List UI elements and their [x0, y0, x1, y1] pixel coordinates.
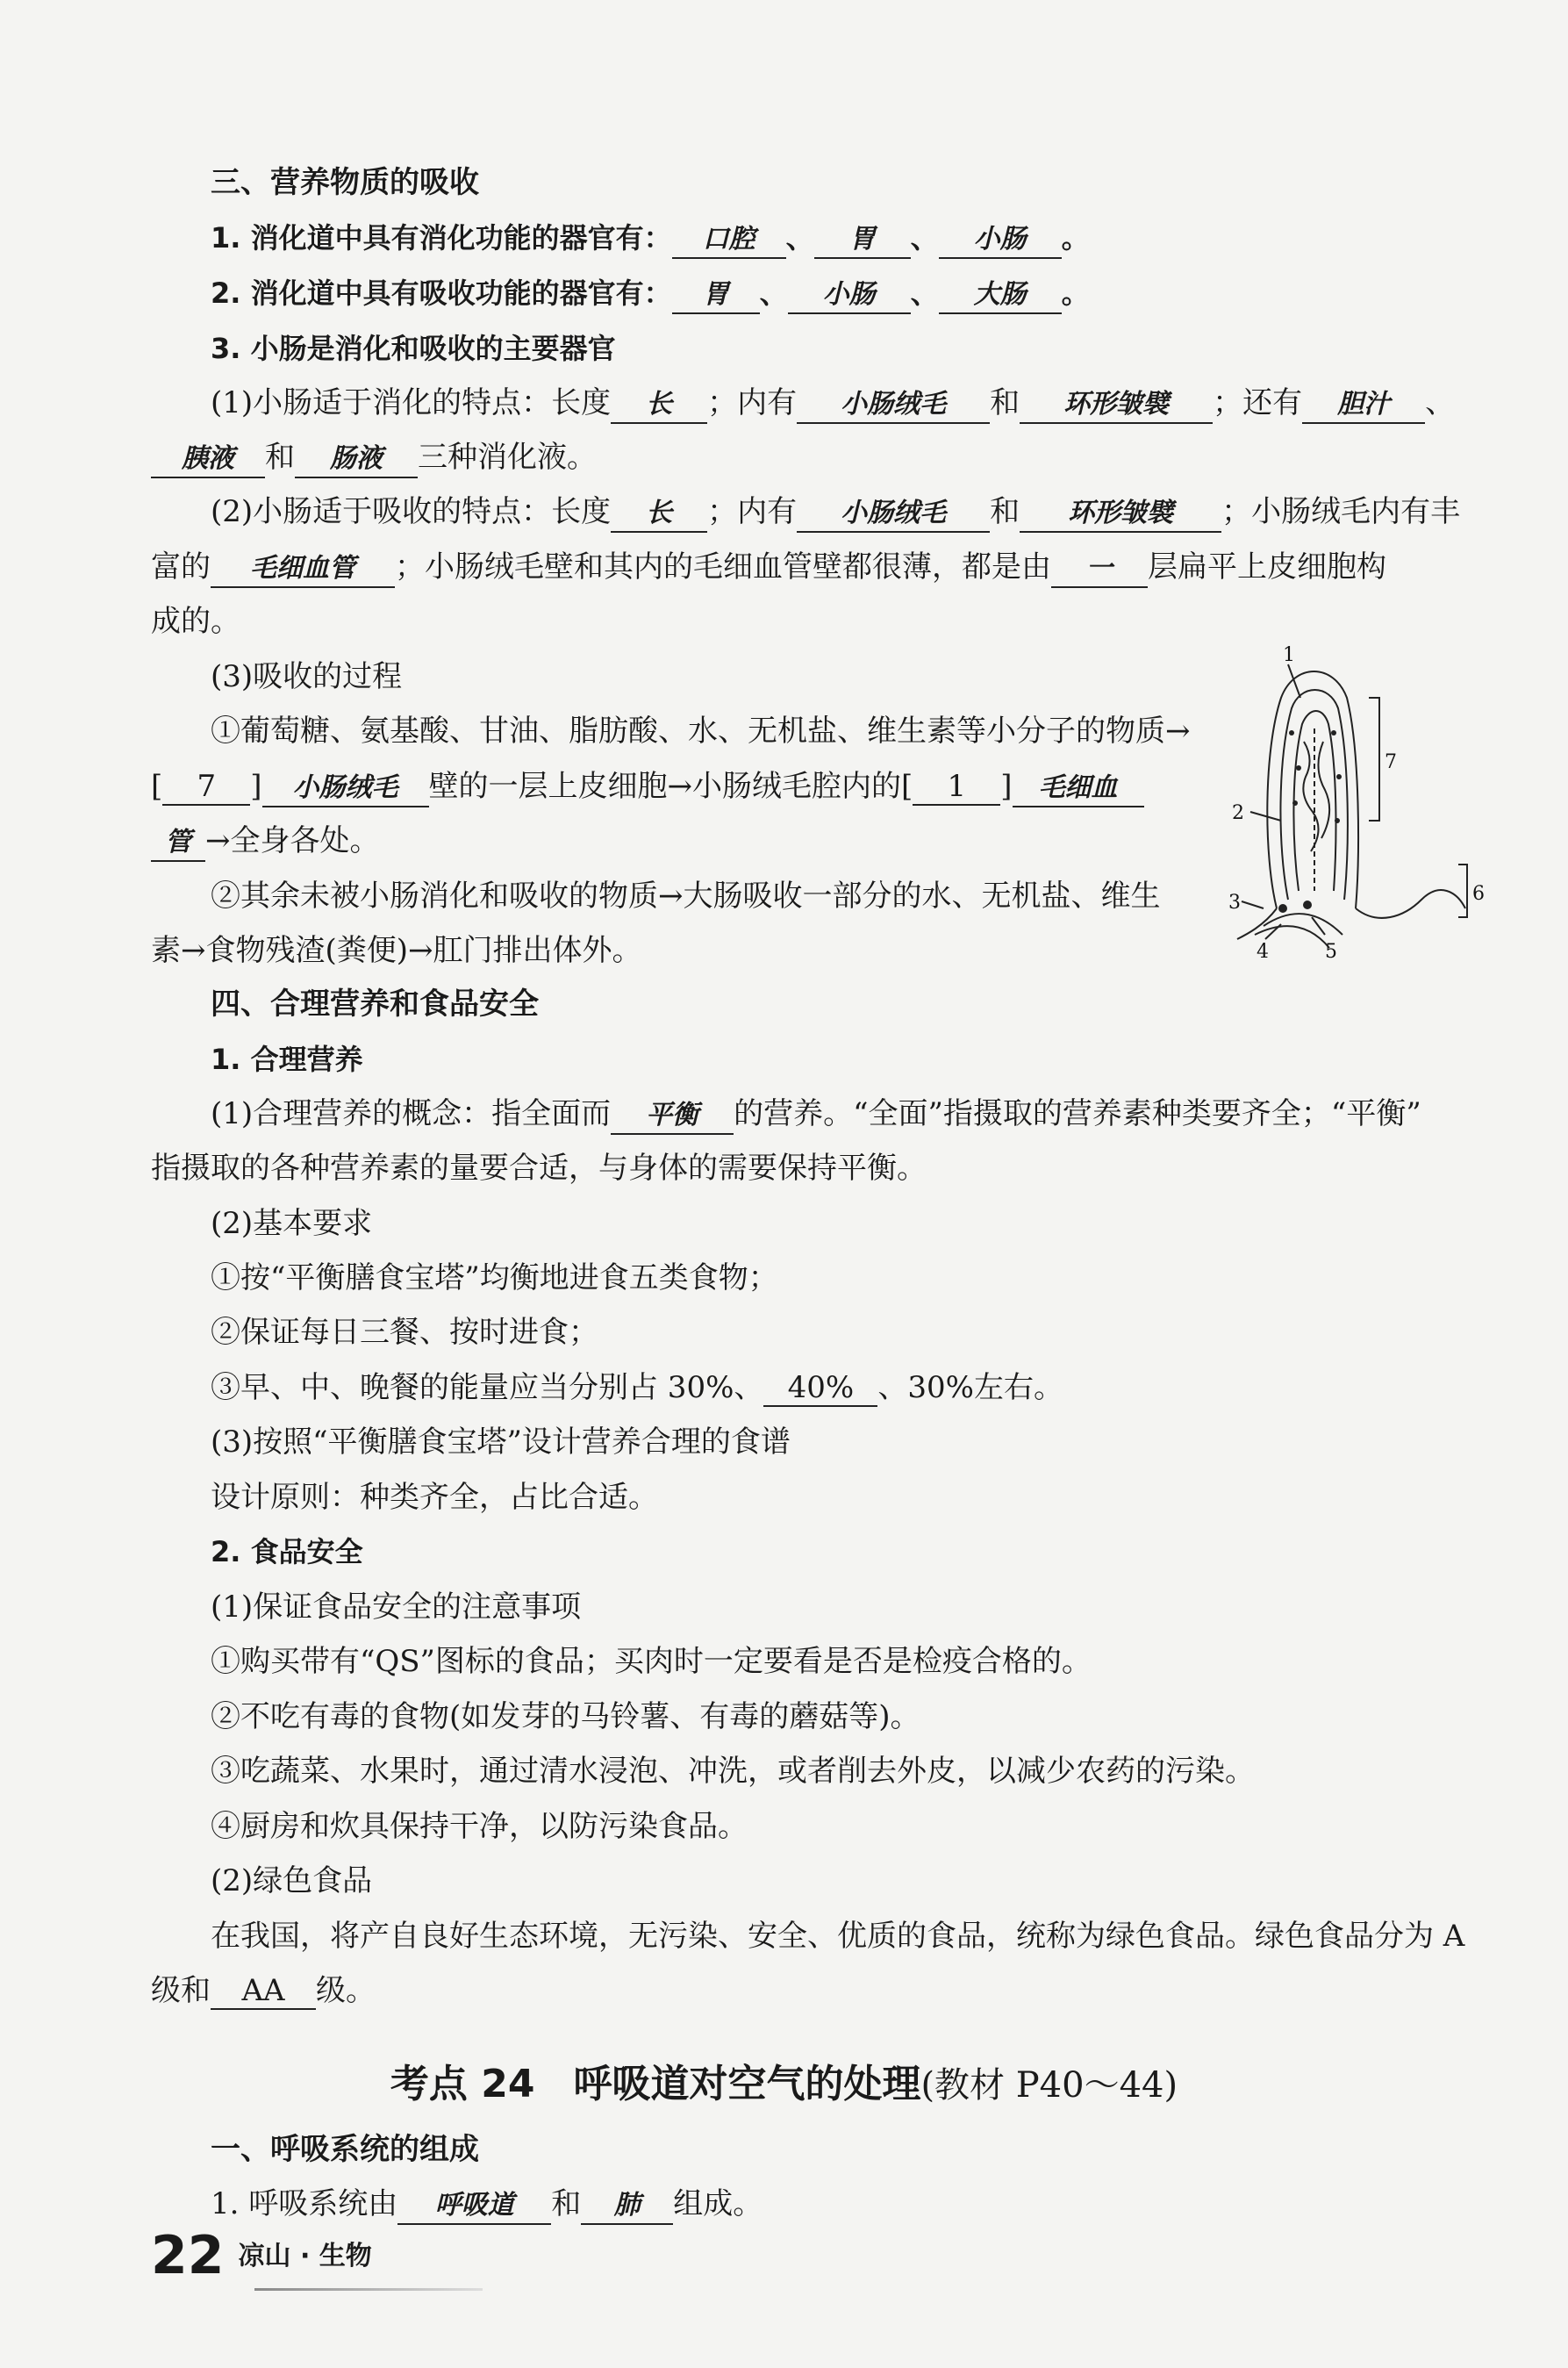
- answer-blank: 小肠绒毛: [797, 496, 990, 533]
- figure-label-5: 5: [1325, 941, 1337, 961]
- absorption-features-line3: 成的。: [151, 604, 240, 639]
- answer-blank: 大肠: [939, 277, 1062, 314]
- answer-blank: 毛细血: [1013, 771, 1144, 807]
- subsection-title: 2. 食品安全: [211, 1535, 363, 1568]
- respiratory-question-1: 1. 呼吸系统由 呼吸道 和 肺 组成。: [211, 2185, 763, 2225]
- question-2: 2. 消化道中具有吸收功能的器官有： 胃 、 小肠 、 大肠 。: [211, 275, 1090, 314]
- answer-blank: 口腔: [672, 222, 786, 259]
- answer-blank: 40%: [763, 1370, 877, 1407]
- food-safety-title: (1)保证食品安全的注意事项: [211, 1589, 582, 1625]
- page-number: 22: [151, 2225, 225, 2286]
- nutrition-concept-line1: (1)合理营养的概念：指全面而 平衡 的营养。“全面”指摄取的营养素种类要齐全；“平衡”: [211, 1095, 1421, 1135]
- answer-blank: AA: [211, 1973, 316, 2010]
- absorption-features-line2: 富的 毛细血管 ；小肠绒毛壁和其内的毛细血管壁都很薄，都是由 一 层扁平上皮细胞构: [151, 549, 1386, 588]
- answer-blank: 1: [913, 769, 1000, 806]
- figure-label-1: 1: [1283, 645, 1295, 666]
- question-1: 1. 消化道中具有消化功能的器官有： 口腔 、 胃 、 小肠 。: [211, 219, 1090, 259]
- answer-blank: 环形皱襞: [1020, 387, 1213, 424]
- answer-blank: 一: [1051, 551, 1148, 588]
- section-heading: 三、营养物质的吸收: [211, 165, 479, 200]
- answer-blank: 管: [151, 825, 205, 862]
- answer-blank: 胆汁: [1302, 387, 1425, 424]
- answer-blank: 小肠绒毛: [262, 771, 429, 807]
- page-footer: [151, 2225, 372, 2286]
- food-safety-item-2: ②不吃有毒的食物(如发芽的马铃薯、有毒的蘑菇等)。: [211, 1699, 920, 1734]
- footer-divider: [254, 2288, 483, 2291]
- footer-label: 凉山 · 生物: [238, 2241, 372, 2271]
- requirement-3: ③早、中、晚餐的能量应当分别占 30%、 40% 、30%左右。: [211, 1370, 1063, 1405]
- absorption-process-line1: ①葡萄糖、氨基酸、甘油、脂肪酸、水、无机盐、维生素等小分子的物质→: [211, 714, 1191, 749]
- design-principle: 设计原则：种类齐全，占比合适。: [211, 1480, 658, 1515]
- answer-blank: 肺: [581, 2188, 673, 2225]
- answer-blank: 肠液: [295, 441, 418, 478]
- section-heading: 四、合理营养和食品安全: [211, 987, 539, 1022]
- answer-blank: 胰液: [151, 441, 265, 478]
- absorption-process-line2: [ 7 ] 小肠绒毛 壁的一层上皮细胞→小肠绒毛腔内的[ 1 ] 毛细血: [151, 768, 1144, 807]
- green-food-title: (2)绿色食品: [211, 1863, 373, 1898]
- green-food-line2: 级和 AA 级。: [151, 1973, 376, 2008]
- figure-label-7: 7: [1385, 751, 1397, 773]
- absorption-process-line5: 素→食物残渣(粪便)→肛门排出体外。: [151, 933, 642, 968]
- question-3-title: 3. 小肠是消化和吸收的主要器官: [211, 332, 616, 365]
- answer-blank: 毛细血管: [211, 551, 395, 588]
- figure-label-2: 2: [1232, 802, 1244, 824]
- absorption-features-line1: (2)小肠适于吸收的特点：长度 长 ；内有 小肠绒毛 和 环形皱襞 ；小肠绒毛内有丰: [211, 493, 1460, 533]
- digestion-features-line2: 胰液 和 肠液 三种消化液。: [151, 439, 597, 478]
- figure-label-3: 3: [1228, 892, 1241, 914]
- section-heading: 一、呼吸系统的组成: [211, 2132, 479, 2167]
- topic-title: 考点 24 呼吸道对空气的处理(教材 P40～44): [390, 2062, 1178, 2106]
- intestinal-villus-diagram: [1228, 645, 1492, 961]
- answer-blank: 胃: [814, 222, 911, 259]
- figure-label-6: 6: [1472, 883, 1485, 905]
- answer-blank: 小肠绒毛: [797, 387, 990, 424]
- nutrition-concept-line2: 指摄取的各种营养素的量要合适，与身体的需要保持平衡。: [151, 1151, 927, 1186]
- absorption-process-line4: ②其余未被小肠消化和吸收的物质→大肠吸收一部分的水、无机盐、维生: [211, 879, 1161, 914]
- absorption-process-title: (3)吸收的过程: [211, 659, 403, 694]
- answer-blank: 呼吸道: [397, 2188, 551, 2225]
- green-food-line1: 在我国，将产自良好生态环境，无污染、安全、优质的食品，统称为绿色食品。绿色食品分为 A: [211, 1919, 1465, 1954]
- answer-blank: 胃: [672, 277, 760, 314]
- answer-blank: 平衡: [611, 1098, 734, 1135]
- absorption-process-line3: 管 →全身各处。: [151, 822, 380, 862]
- subsection-title: 1. 合理营养: [211, 1043, 363, 1076]
- requirement-2: ②保证每日三餐、按时进食；: [211, 1315, 598, 1350]
- requirement-1: ①按“平衡膳食宝塔”均衡地进食五类食物；: [211, 1260, 778, 1295]
- food-safety-item-4: ④厨房和炊具保持干净，以防污染食品。: [211, 1809, 748, 1844]
- food-safety-item-1: ①购买带有“QS”图标的食品；买肉时一定要看是否是检疫合格的。: [211, 1644, 1092, 1679]
- answer-blank: 长: [611, 496, 707, 533]
- textbook-reference: (教材 P40～44): [920, 2065, 1178, 2106]
- digestion-features-line1: (1)小肠适于消化的特点：长度 长 ；内有 小肠绒毛 和 环形皱襞 ；还有 胆汁 、: [211, 384, 1455, 424]
- answer-blank: 小肠: [939, 222, 1062, 259]
- requirements-title: (2)基本要求: [211, 1206, 373, 1241]
- answer-blank: 小肠: [788, 277, 911, 314]
- food-safety-item-3: ③吃蔬菜、水果时，通过清水浸泡、冲洗，或者削去外皮，以减少农药的污染。: [211, 1754, 1255, 1789]
- answer-blank: 7: [162, 769, 250, 806]
- answer-blank: 环形皱襞: [1020, 496, 1221, 533]
- answer-blank: 长: [611, 387, 707, 424]
- figure-label-4: 4: [1257, 941, 1269, 961]
- design-title: (3)按照“平衡膳食宝塔”设计营养合理的食谱: [211, 1424, 791, 1460]
